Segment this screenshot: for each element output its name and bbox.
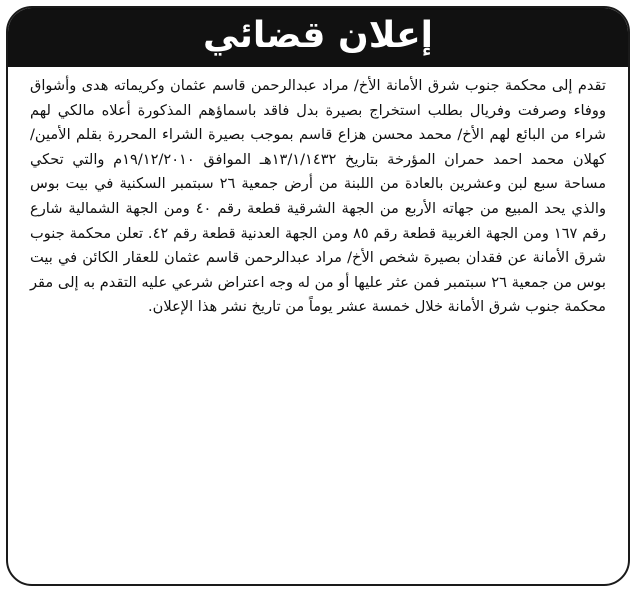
title-bar [8,8,628,67]
notice-body: تقدم إلى محكمة جنوب شرق الأمانة الأخ/ مراد عبدالرحمن قاسم عثمان وكريماته هدى وأشواق ووفاء وصرفت وفريال بطلب استخراج بصيرة بدل فاقد باسماؤهم المذكورة أعلاه مالكي لهم شراء من البائع لهم الأخ/ محمد محسن هزاع قاسم بموجب بصيرة الشراء المحررة بقلم الأمين/ كهلان محمد احمد حمران المؤرخة بتاريخ ١٣/١/١٤٣٢هـ الموافق ١٩/١٢/٢٠١٠م والتي تحكي مساحة سبع لبن وعشرين بالعادة من اللبنة من أرض جمعية ٢٦ سبتمبر السكنية في بيت بوس والذي يحد المبيع من جهاته الأربع من الجهة الشرقية قطعة رقم ٤٠ ومن الجهة الشمالية شارع رقم ١٦٧ ومن الجهة الغربية قطعة رقم ٨٥ ومن الجهة العدنية قطعة رقم ٤٢. تعلن محكمة جنوب شرق الأمانة عن فقدان بصيرة شخص الأخ/ مراد عبدالرحمن قاسم عثمان للعقار الكائن في بيت بوس من جمعية ٢٦ سبتمبر فمن عثر عليها أو من له وجه اعتراض شرعي عليه التقدم به إلى مقر محكمة جنوب شرق الأمانة خلال خمسة عشر يوماً من تاريخ نشر هذا الإعلان. [30,77,607,316]
notice-title: إعلان قضائي [202,15,434,56]
judicial-notice-frame [6,6,630,586]
